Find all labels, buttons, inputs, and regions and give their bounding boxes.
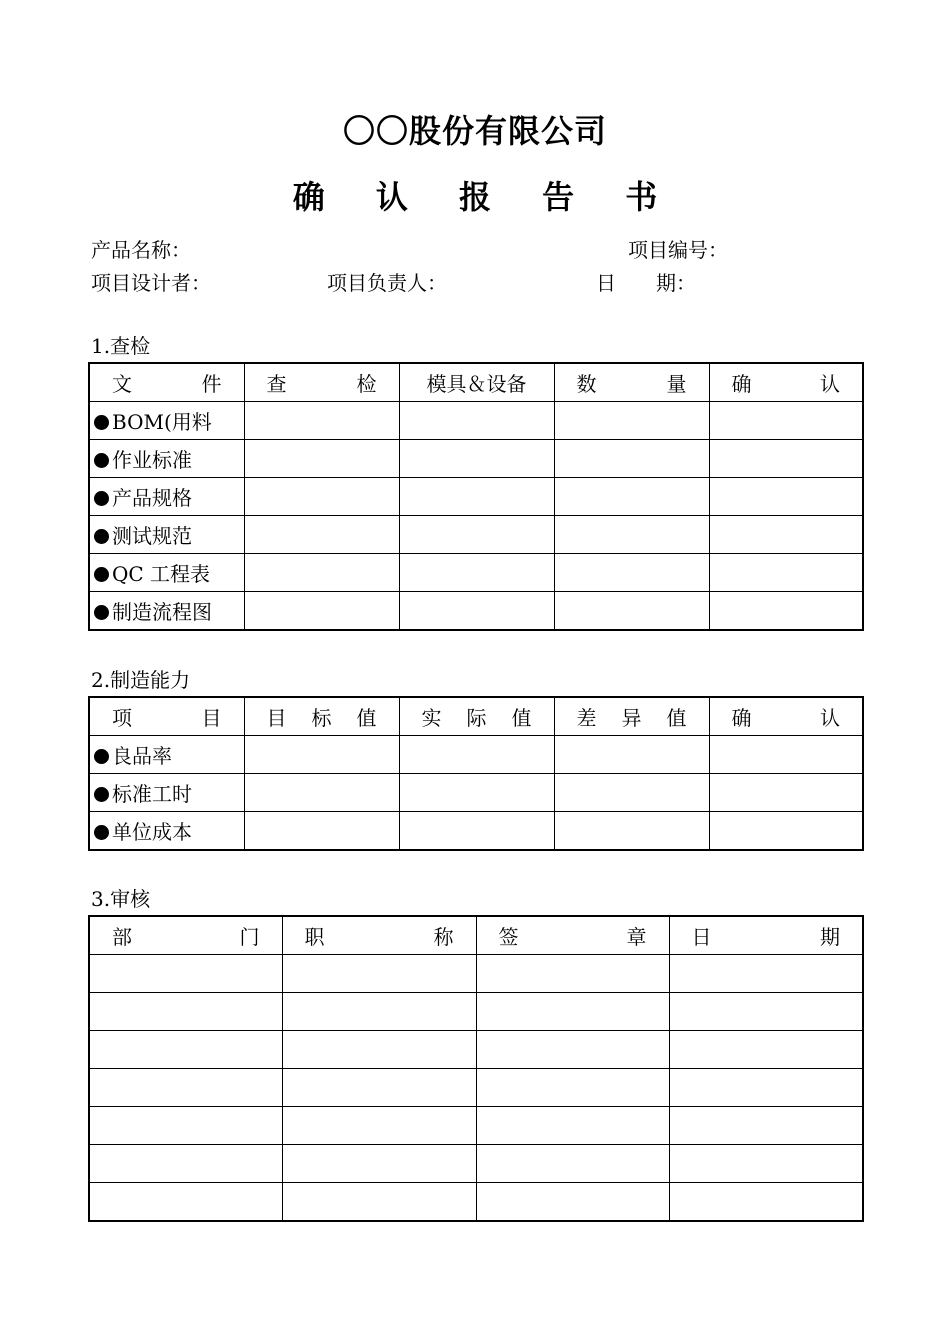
header-cell xyxy=(89,916,282,955)
row-label-cell xyxy=(89,812,244,851)
project-number-label: 项目编号： xyxy=(628,238,728,262)
row-label: 单位成本 xyxy=(112,820,192,844)
document-title: 确 认 报 告 书 xyxy=(292,178,678,216)
row-label-cell xyxy=(89,554,244,592)
header-cell xyxy=(282,916,476,955)
table-row xyxy=(89,1069,863,1107)
entry-cell[interactable] xyxy=(476,1069,669,1107)
table-row xyxy=(89,592,863,631)
entry-cell[interactable] xyxy=(709,478,863,516)
project-designer-label: 项目设计者： xyxy=(91,271,211,295)
table-row xyxy=(89,774,863,812)
entry-cell[interactable] xyxy=(399,478,554,516)
header-cell xyxy=(554,697,709,736)
row-label: BOM(用料 xyxy=(112,410,212,434)
header-cell xyxy=(476,916,669,955)
row-label-cell xyxy=(89,478,244,516)
entry-cell[interactable] xyxy=(669,1069,863,1107)
row-label: 制造流程图 xyxy=(112,600,212,624)
entry-cell[interactable] xyxy=(399,554,554,592)
header-cell xyxy=(709,363,863,402)
bullet-icon xyxy=(94,529,109,544)
header-label: 章 xyxy=(626,925,647,949)
product-name-label: 产品名称： xyxy=(91,238,191,262)
header-label: 确 xyxy=(731,372,752,396)
entry-cell[interactable] xyxy=(669,1145,863,1183)
entry-cell[interactable] xyxy=(399,812,554,851)
entry-cell[interactable] xyxy=(244,516,399,554)
section-1-title: 1.查检 xyxy=(91,334,151,358)
header-row xyxy=(89,697,863,736)
entry-cell[interactable] xyxy=(476,1145,669,1183)
header-label: 查 xyxy=(266,372,287,396)
section-3-title: 3.审核 xyxy=(91,887,151,911)
entry-cell[interactable] xyxy=(669,1031,863,1069)
header-cell xyxy=(399,697,554,736)
entry-cell[interactable] xyxy=(554,402,709,440)
header-cell xyxy=(89,697,244,736)
entry-cell[interactable] xyxy=(282,1145,476,1183)
header-label: 门 xyxy=(239,925,260,949)
row-label: 标准工时 xyxy=(112,782,192,806)
entry-cell[interactable] xyxy=(476,1031,669,1069)
header-cell xyxy=(399,363,554,402)
header-label: 日 xyxy=(691,925,712,949)
entry-cell[interactable] xyxy=(669,993,863,1031)
header-label: 文 xyxy=(112,372,132,396)
entry-cell[interactable] xyxy=(244,440,399,478)
row-label: 良品率 xyxy=(112,744,172,768)
row-label-cell xyxy=(89,402,244,440)
header-label: 量 xyxy=(666,372,687,396)
table-row xyxy=(89,1145,863,1183)
header-cell xyxy=(89,363,244,402)
entry-cell[interactable] xyxy=(282,1107,476,1145)
table-row xyxy=(89,478,863,516)
entry-cell[interactable] xyxy=(669,1107,863,1145)
header-label: 职 xyxy=(304,925,325,949)
bullet-icon xyxy=(94,787,109,802)
table-row xyxy=(89,736,863,774)
entry-cell[interactable] xyxy=(709,736,863,774)
table-row xyxy=(89,812,863,851)
header-cell xyxy=(554,363,709,402)
header-label: 认 xyxy=(820,706,840,730)
table-row xyxy=(89,1031,863,1069)
header-row xyxy=(89,363,863,402)
entry-cell[interactable] xyxy=(399,736,554,774)
date-label: 日 期： xyxy=(596,271,696,295)
header-label: 数 xyxy=(576,372,597,396)
review-table xyxy=(88,915,864,1222)
bullet-icon xyxy=(94,453,109,468)
bullet-icon xyxy=(94,749,109,764)
row-label: 测试规范 xyxy=(112,524,192,548)
entry-cell[interactable] xyxy=(89,1069,282,1107)
header-label: 部 xyxy=(112,925,132,949)
entry-cell[interactable] xyxy=(709,440,863,478)
bullet-icon xyxy=(94,825,109,840)
header-label: 值 xyxy=(666,706,687,730)
capability-table xyxy=(88,696,864,851)
header-label: 检 xyxy=(356,372,377,396)
entry-cell[interactable] xyxy=(89,993,282,1031)
entry-cell[interactable] xyxy=(554,774,709,812)
section-2-title: 2.制造能力 xyxy=(91,668,191,692)
entry-cell[interactable] xyxy=(476,955,669,993)
bullet-icon xyxy=(94,605,109,620)
header-label: 目 xyxy=(201,706,222,730)
bullet-icon xyxy=(94,567,109,582)
company-name: 〇〇股份有限公司 xyxy=(342,112,607,150)
header-label: 项 xyxy=(112,706,132,730)
entry-cell[interactable] xyxy=(399,516,554,554)
header-cell xyxy=(669,916,863,955)
entry-cell[interactable] xyxy=(244,736,399,774)
table-row xyxy=(89,516,863,554)
entry-cell[interactable] xyxy=(282,1069,476,1107)
table-row xyxy=(89,440,863,478)
header-label: 异 xyxy=(621,706,642,730)
header-label: 签 xyxy=(498,925,519,949)
entry-cell[interactable] xyxy=(244,592,399,631)
row-label: 作业标准 xyxy=(112,448,192,472)
row-label-cell xyxy=(89,774,244,812)
entry-cell[interactable] xyxy=(244,812,399,851)
header-label: 模具＆设备 xyxy=(426,372,527,396)
header-label: 期 xyxy=(820,925,840,949)
row-label-cell xyxy=(89,516,244,554)
header-cell xyxy=(244,697,399,736)
entry-cell[interactable] xyxy=(282,955,476,993)
entry-cell[interactable] xyxy=(89,1031,282,1069)
entry-cell[interactable] xyxy=(282,1031,476,1069)
entry-cell[interactable] xyxy=(244,554,399,592)
header-label: 目 xyxy=(266,706,287,730)
entry-cell[interactable] xyxy=(89,1107,282,1145)
row-label-cell xyxy=(89,440,244,478)
header-cell xyxy=(709,697,863,736)
table-row xyxy=(89,1107,863,1145)
row-label: QC 工程表 xyxy=(112,562,211,586)
bullet-icon xyxy=(94,491,109,506)
entry-cell[interactable] xyxy=(476,1107,669,1145)
header-label: 实 xyxy=(421,706,442,730)
entry-cell[interactable] xyxy=(554,440,709,478)
header-label: 值 xyxy=(511,706,532,730)
header-label: 件 xyxy=(201,372,222,396)
entry-cell[interactable] xyxy=(282,1183,476,1222)
bullet-icon xyxy=(94,415,109,430)
entry-cell[interactable] xyxy=(89,1145,282,1183)
entry-cell[interactable] xyxy=(709,554,863,592)
entry-cell[interactable] xyxy=(244,478,399,516)
table-row xyxy=(89,554,863,592)
project-owner-label: 项目负责人： xyxy=(327,271,447,295)
entry-cell[interactable] xyxy=(554,812,709,851)
row-label: 产品规格 xyxy=(112,486,192,510)
header-label: 标 xyxy=(311,706,332,730)
header-label: 值 xyxy=(356,706,377,730)
row-label-cell xyxy=(89,592,244,631)
entry-cell[interactable] xyxy=(399,774,554,812)
header-label: 认 xyxy=(820,372,840,396)
table-row xyxy=(89,402,863,440)
entry-cell[interactable] xyxy=(244,774,399,812)
header-label: 确 xyxy=(731,706,752,730)
header-label: 际 xyxy=(466,706,487,730)
entry-cell[interactable] xyxy=(709,516,863,554)
entry-cell[interactable] xyxy=(709,592,863,631)
entry-cell[interactable] xyxy=(476,1183,669,1222)
entry-cell[interactable] xyxy=(709,402,863,440)
entry-cell[interactable] xyxy=(282,993,476,1031)
row-label-cell xyxy=(89,736,244,774)
entry-cell[interactable] xyxy=(709,774,863,812)
header-row xyxy=(89,916,863,955)
entry-cell[interactable] xyxy=(244,402,399,440)
entry-cell[interactable] xyxy=(399,440,554,478)
entry-cell[interactable] xyxy=(399,592,554,631)
header-label: 称 xyxy=(433,925,454,949)
entry-cell[interactable] xyxy=(554,592,709,631)
entry-cell[interactable] xyxy=(476,993,669,1031)
entry-cell[interactable] xyxy=(669,955,863,993)
header-cell xyxy=(244,363,399,402)
entry-cell[interactable] xyxy=(709,812,863,851)
entry-cell[interactable] xyxy=(89,955,282,993)
entry-cell[interactable] xyxy=(669,1183,863,1222)
table-row xyxy=(89,1183,863,1222)
entry-cell[interactable] xyxy=(554,554,709,592)
entry-cell[interactable] xyxy=(554,736,709,774)
inspection-table xyxy=(88,362,864,631)
table-row xyxy=(89,993,863,1031)
table-row xyxy=(89,955,863,993)
header-label: 差 xyxy=(576,706,597,730)
entry-cell[interactable] xyxy=(89,1183,282,1222)
entry-cell[interactable] xyxy=(554,516,709,554)
entry-cell[interactable] xyxy=(399,402,554,440)
entry-cell[interactable] xyxy=(554,478,709,516)
